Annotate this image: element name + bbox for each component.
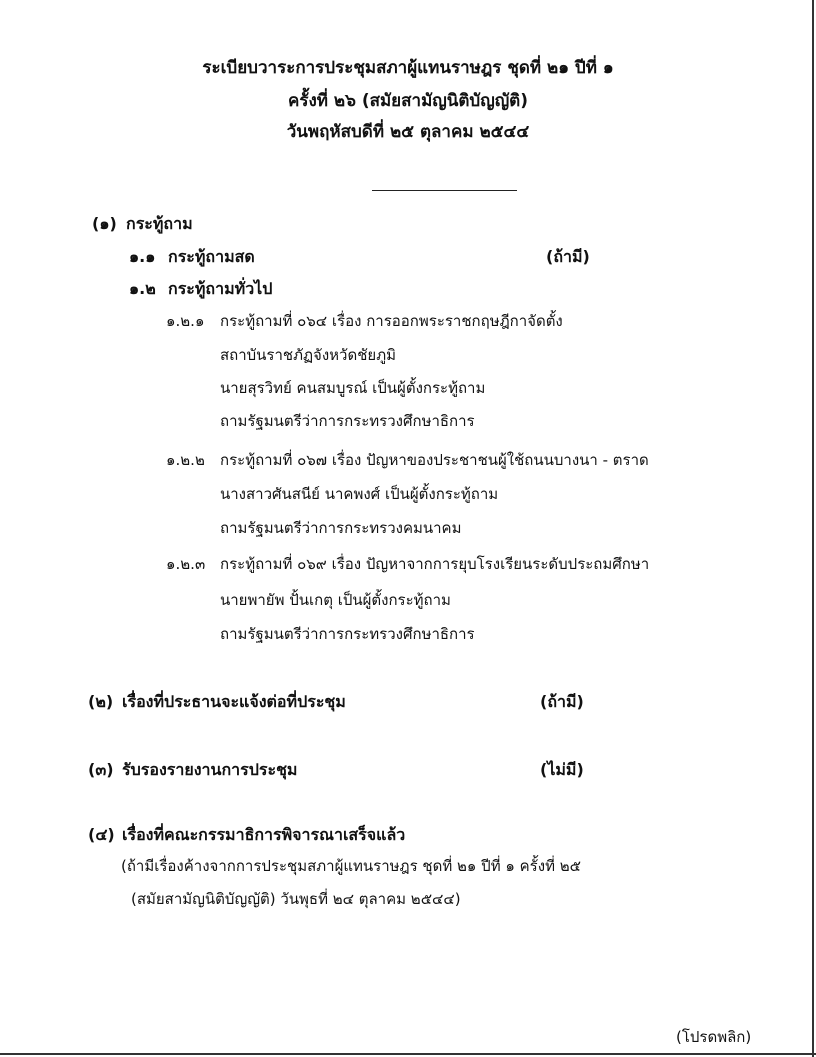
section4-number: (๔) [88, 825, 115, 844]
agenda-title-line3: วันพฤหัสบดีที่ ๒๕ ตุลาคม ๒๕๔๔ [286, 122, 530, 142]
section1-2-title: กระทู้ถามทั่วไป [168, 279, 273, 298]
section2-title: เรื่องที่ประธานจะแจ้งต่อที่ประชุม [122, 692, 346, 711]
section1-1-title: กระทู้ถามสด [168, 247, 255, 266]
section1-title: กระทู้ถาม [126, 214, 193, 233]
agenda-title-line2: ครั้งที่ ๒๖ (สมัยสามัญนิติบัญญัติ) [287, 91, 528, 111]
scan-edge-right [812, 0, 814, 1057]
question-2-line3: ถามรัฐมนตรีว่าการกระทรวงคมนาคม [220, 519, 462, 537]
section2-number: (๒) [88, 692, 114, 711]
section1-number: (๑) [92, 214, 117, 233]
turn-over-note: (โปรดพลิก) [676, 1028, 752, 1046]
question-2-number: ๑.๒.๒ [166, 451, 205, 469]
section2-note: (ถ้ามี) [540, 692, 584, 711]
question-1-line4: ถามรัฐมนตรีว่าการกระทรวงศึกษาธิการ [220, 412, 475, 430]
question-3-line3: ถามรัฐมนตรีว่าการกระทรวงศึกษาธิการ [220, 625, 475, 643]
question-1-line1: กระทู้ถามที่ ๐๖๔ เรื่อง การออกพระราชกฤษฎีกาจัดตั้ง [220, 312, 563, 330]
section3-number: (๓) [88, 760, 114, 779]
question-2-line1: กระทู้ถามที่ ๐๖๗ เรื่อง ปัญหาของประชาชนผู้ใช้ถนนบางนา - ตราด [220, 451, 649, 469]
question-3-line2: นายพายัพ ปั้นเกตุ เป็นผู้ตั้งกระทู้ถาม [220, 591, 451, 609]
question-1-line3: นายสุรวิทย์ คนสมบูรณ์ เป็นผู้ตั้งกระทู้ถาม [220, 379, 486, 397]
question-2-line2: นางสาวศันสนีย์ นาคพงศ์ เป็นผู้ตั้งกระทู้ถาม [220, 485, 499, 503]
title-divider [372, 190, 517, 191]
agenda-title-line1: ระเบียบวาระการประชุมสภาผู้แทนราษฎร ชุดที่ ๒๑ ปีที่ ๑ [202, 58, 614, 78]
section1-1-number: ๑.๑ [129, 247, 156, 266]
question-1-number: ๑.๒.๑ [166, 312, 205, 330]
section4-note-line2: (สมัยสามัญนิติบัญญัติ) วันพุธที่ ๒๔ ตุลาคม ๒๕๔๔) [131, 890, 461, 908]
section4-note-line1: (ถ้ามีเรื่องค้างจากการประชุมสภาผู้แทนราษฎร ชุดที่ ๒๑ ปีที่ ๑ ครั้งที่ ๒๕ [121, 857, 581, 875]
scan-edge-bottom [0, 1053, 816, 1055]
section3-title: รับรองรายงานการประชุม [122, 760, 298, 779]
section3-note: (ไม่มี) [540, 760, 584, 779]
question-3-line1: กระทู้ถามที่ ๐๖๙ เรื่อง ปัญหาจากการยุบโรงเรียนระดับประถมศึกษา [220, 555, 650, 573]
section1-2-number: ๑.๒ [129, 279, 156, 298]
question-3-number: ๑.๒.๓ [166, 555, 206, 573]
section1-1-note: (ถ้ามี) [546, 247, 590, 266]
question-1-line2: สถาบันราชภัฏจังหวัดชัยภูมิ [220, 346, 396, 364]
section4-title: เรื่องที่คณะกรรมาธิการพิจารณาเสร็จแล้ว [122, 825, 406, 844]
